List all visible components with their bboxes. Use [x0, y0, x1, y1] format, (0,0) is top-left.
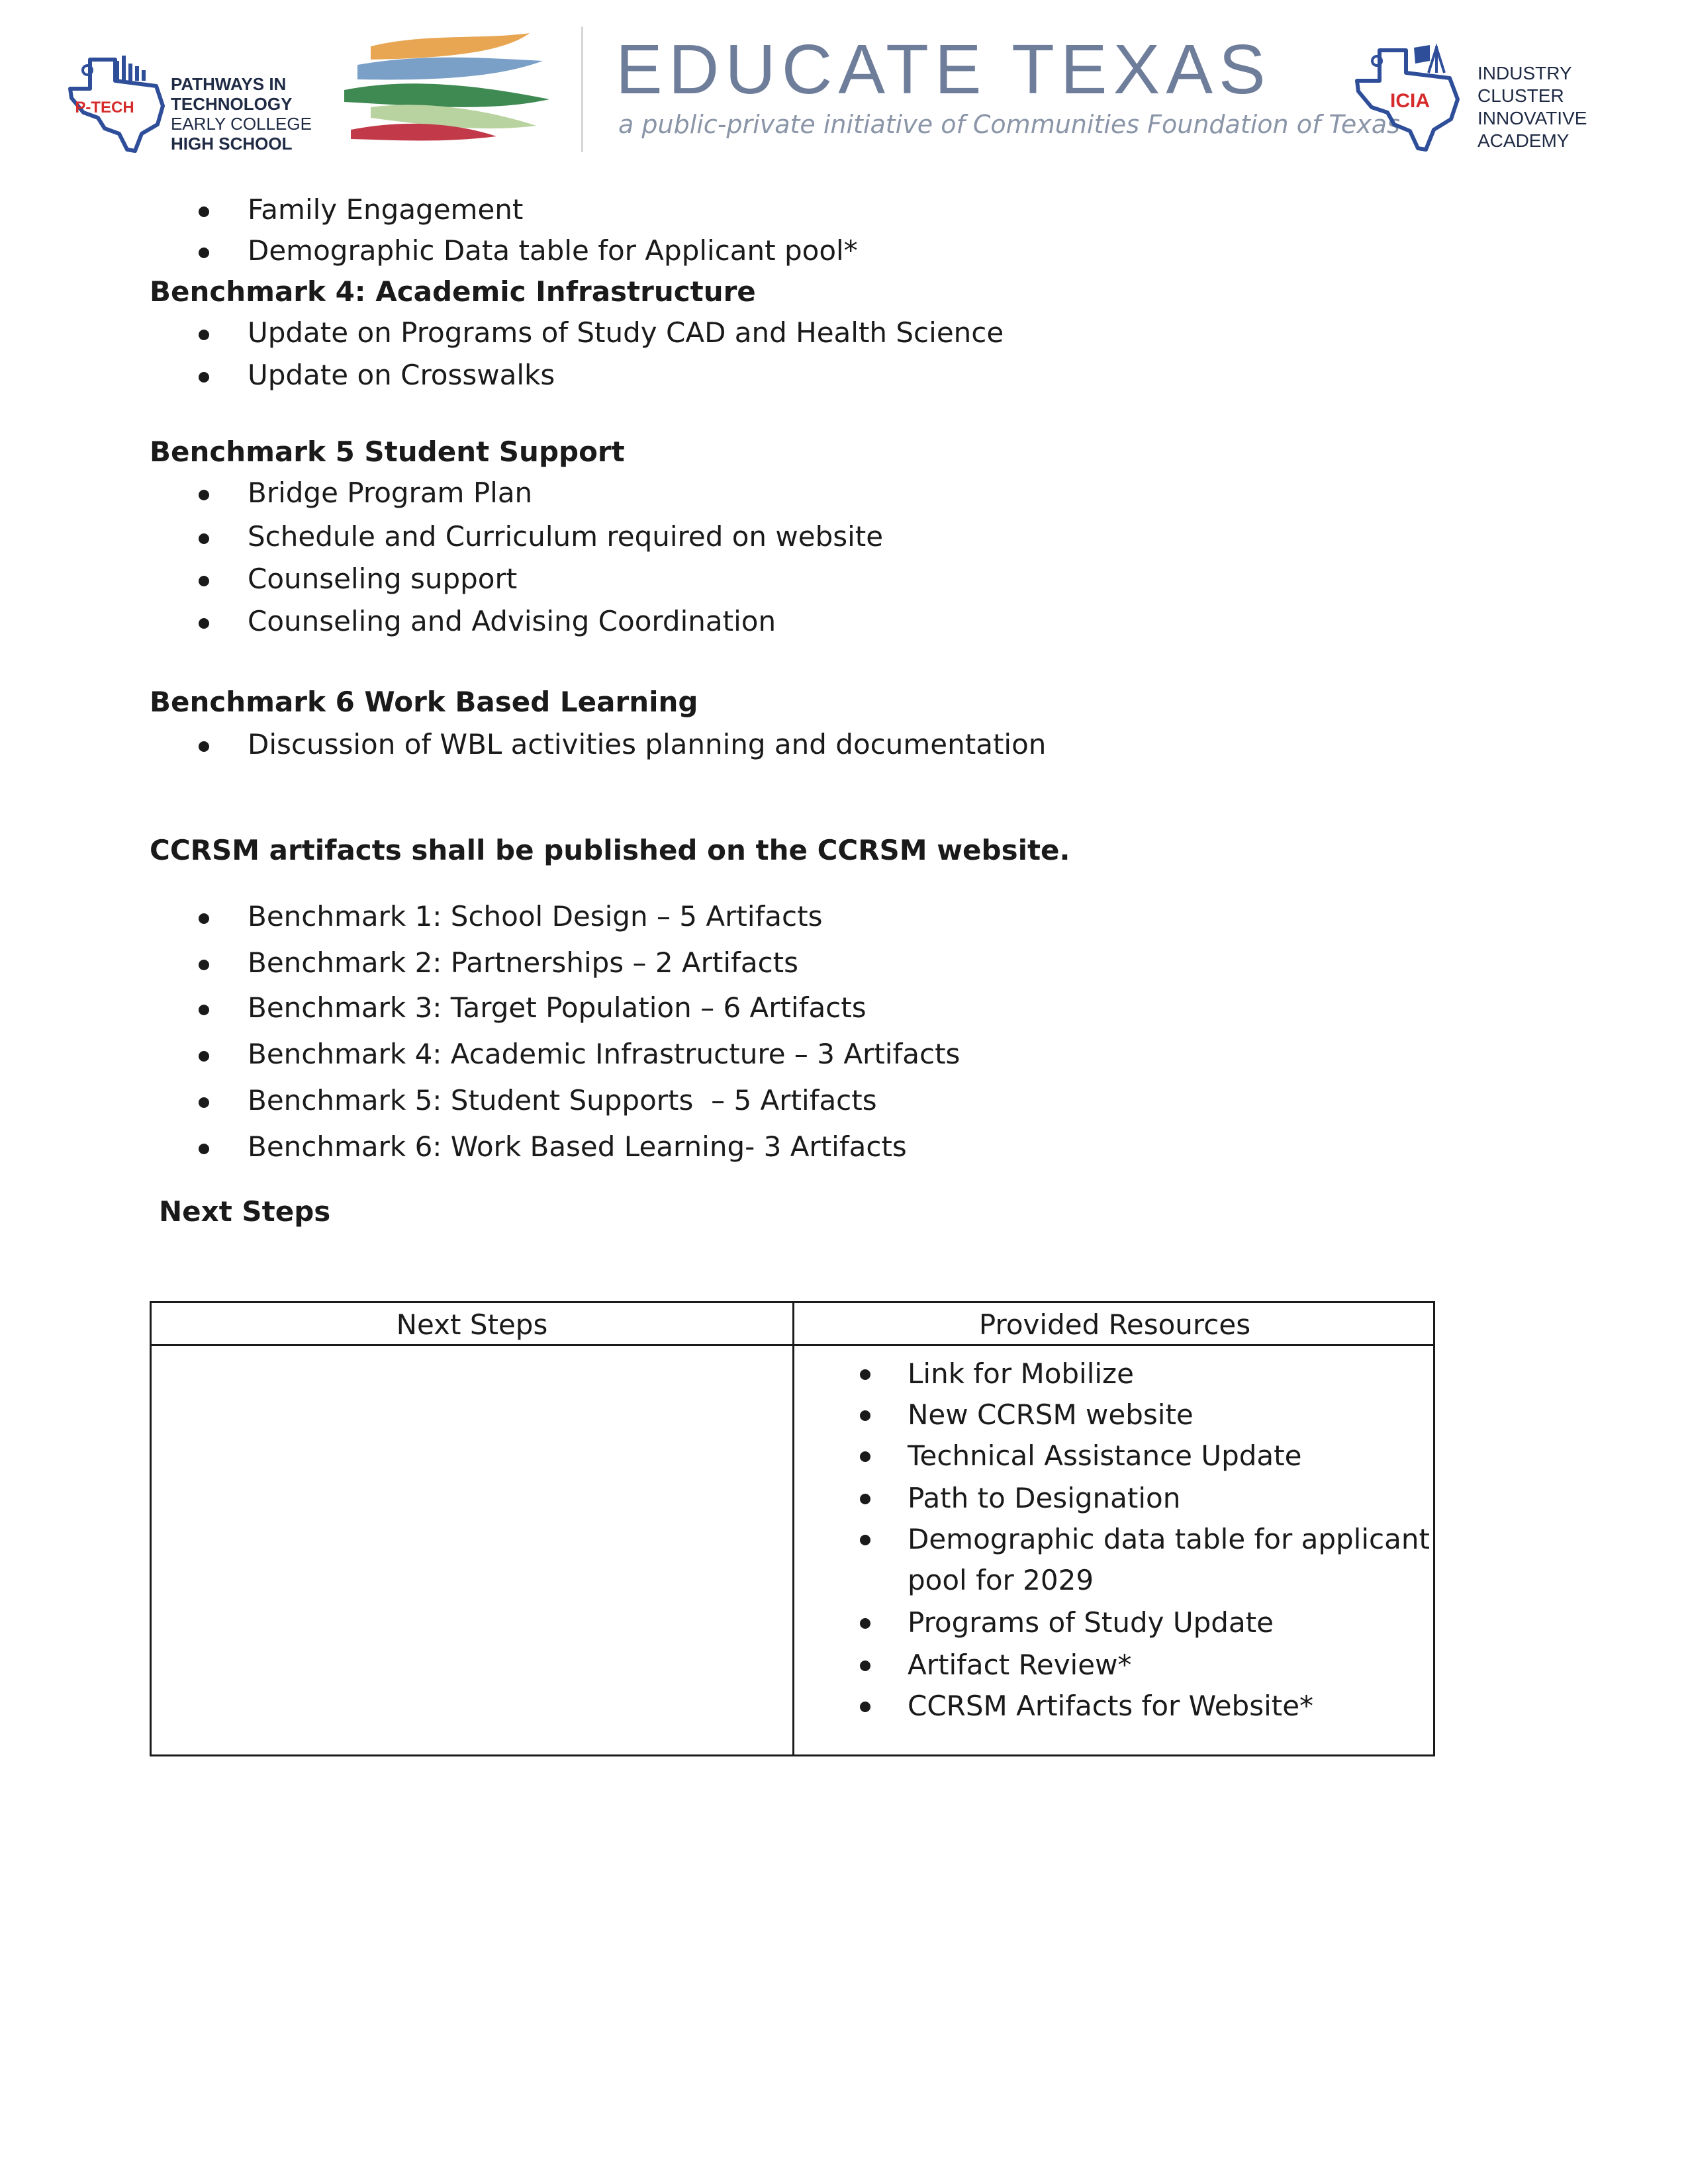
ptech-line-2: TECHNOLOGY — [171, 94, 293, 114]
icia-wordmark — [1477, 62, 1587, 152]
list-item: Benchmark 6: Work Based Learning- 3 Artifacts — [248, 1130, 907, 1163]
benchmark-5-heading: Benchmark 5 Student Support — [150, 435, 625, 468]
educate-texas-title: EDUCATE TEXAS — [616, 30, 1272, 109]
resource-item-continuation: pool for 2029 — [908, 1564, 1094, 1596]
ptech-line-3: EARLY COLLEGE — [171, 114, 312, 134]
bullet-icon — [860, 1618, 870, 1629]
icia-line-4: ACADEMY — [1477, 130, 1570, 151]
bullet-icon — [199, 960, 209, 970]
resource-item: Programs of Study Update — [908, 1606, 1274, 1639]
list-item: Update on Crosswalks — [248, 359, 555, 391]
ptech-line-4: HIGH SCHOOL — [171, 134, 293, 154]
icia-line-1: INDUSTRY — [1477, 63, 1572, 83]
artifacts-heading: CCRSM artifacts shall be published on the CCRSM website. — [150, 834, 1070, 866]
icia-badge-text: ICIA — [1390, 90, 1430, 112]
bullet-icon — [199, 533, 209, 544]
bullet-icon — [199, 490, 209, 500]
bullet-icon — [199, 1097, 209, 1108]
header-divider — [581, 26, 583, 152]
benchmark-4-heading: Benchmark 4: Academic Infrastructure — [150, 275, 756, 308]
educate-texas-swoosh-logo — [331, 26, 556, 152]
icia-line-3: INNOVATIVE — [1477, 108, 1587, 128]
bullet-icon — [860, 1702, 870, 1712]
resource-item: Demographic data table for applicant — [908, 1523, 1430, 1555]
resource-item: Link for Mobilize — [908, 1357, 1134, 1390]
icia-line-2: CLUSTER — [1477, 85, 1564, 106]
table-header-next-steps: Next Steps — [396, 1308, 548, 1341]
bullet-icon — [860, 1451, 870, 1462]
bullet-icon — [860, 1410, 870, 1421]
list-item: Family Engagement — [248, 193, 524, 226]
table-header-divider — [152, 1344, 1433, 1346]
table-header-provided-resources: Provided Resources — [978, 1308, 1251, 1341]
bullet-icon — [199, 330, 209, 340]
bullet-icon — [199, 618, 209, 629]
bullet-icon — [860, 1661, 870, 1671]
bullet-icon — [199, 1144, 209, 1154]
list-item: Counseling support — [248, 563, 518, 595]
bullet-icon — [199, 576, 209, 586]
page-header — [0, 26, 1688, 159]
next-steps-heading: Next Steps — [159, 1195, 331, 1228]
next-steps-table — [150, 1301, 1435, 1756]
ptech-badge-text: P-TECH — [75, 99, 134, 116]
ptech-wordmark — [171, 74, 312, 154]
list-item: Counseling and Advising Coordination — [248, 605, 776, 637]
ptech-logo — [64, 46, 312, 154]
resource-item: Technical Assistance Update — [908, 1439, 1302, 1472]
resource-item: New CCRSM website — [908, 1398, 1194, 1431]
resource-item: Path to Designation — [908, 1482, 1181, 1514]
bullet-icon — [860, 1494, 870, 1504]
list-item: Benchmark 3: Target Population – 6 Artifacts — [248, 991, 867, 1024]
texas-map-icon — [1350, 34, 1476, 160]
resource-item: CCRSM Artifacts for Website* — [908, 1690, 1314, 1722]
bullet-icon — [199, 1005, 209, 1015]
list-item: Demographic Data table for Applicant pool* — [248, 234, 858, 267]
bullet-icon — [199, 913, 209, 924]
bullet-icon — [199, 206, 209, 217]
benchmark-6-heading: Benchmark 6 Work Based Learning — [150, 686, 698, 718]
bullet-icon — [199, 741, 209, 752]
resource-item: Artifact Review* — [908, 1649, 1132, 1681]
list-item: Benchmark 2: Partnerships – 2 Artifacts — [248, 946, 799, 979]
list-item: Benchmark 4: Academic Infrastructure – 3 Artifacts — [248, 1038, 961, 1070]
ptech-line-1: PATHWAYS IN — [171, 74, 287, 94]
bullet-icon — [199, 248, 209, 258]
bullet-icon — [860, 1369, 870, 1380]
bullet-icon — [199, 372, 209, 383]
table-column-divider — [792, 1303, 794, 1754]
texas-map-icon — [64, 46, 176, 159]
list-item: Benchmark 1: School Design – 5 Artifacts — [248, 900, 823, 933]
list-item: Discussion of WBL activities planning and documentation — [248, 728, 1047, 760]
list-item: Update on Programs of Study CAD and Health Science — [248, 316, 1004, 349]
list-item: Benchmark 5: Student Supports – 5 Artifacts — [248, 1084, 877, 1116]
educate-texas-tagline: a public-private initiative of Communities Foundation of Texas — [618, 110, 1400, 139]
bullet-icon — [199, 1051, 209, 1062]
bullet-icon — [860, 1535, 870, 1545]
list-item: Schedule and Curriculum required on website — [248, 520, 884, 553]
icia-logo — [1350, 34, 1628, 160]
list-item: Bridge Program Plan — [248, 477, 533, 509]
